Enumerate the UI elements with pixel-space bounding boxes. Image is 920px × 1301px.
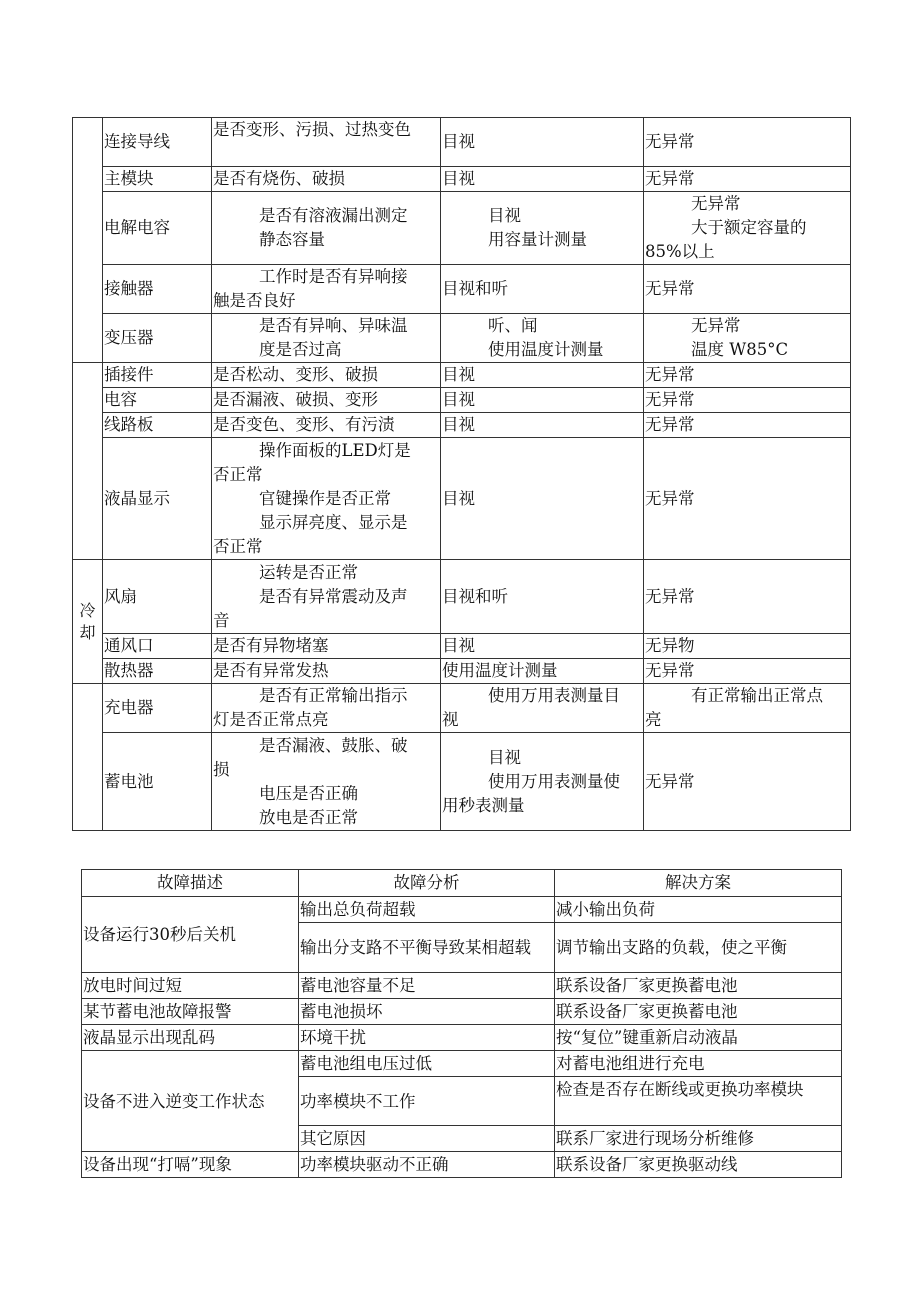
method-cell: 目视	[441, 363, 644, 388]
content-cell: 工作时是否有异响接 触是否良好	[212, 265, 441, 314]
header-fault-description: 故障描述	[82, 870, 299, 897]
content-cell: 是否变形、污损、过热变色	[212, 118, 441, 167]
method-cell: 目视和听	[441, 560, 644, 634]
category-cell	[73, 684, 103, 831]
content-cell: 是否有异物堵塞	[212, 634, 441, 659]
method-cell: 使用万用表测量目 视	[441, 684, 644, 733]
table-row	[73, 265, 851, 314]
content-cell: 是否有正常输出指示 灯是否正常点亮	[212, 684, 441, 733]
solution-cell: 联系设备厂家更换蓄电池	[555, 973, 842, 999]
item-cell: 插接件	[103, 363, 212, 388]
solution-cell: 联系设备厂家更换驱动线	[555, 1152, 842, 1178]
table-row	[73, 413, 851, 438]
standard-cell: 有正常输出正常点 亮	[644, 684, 851, 733]
item-cell: 风扇	[103, 560, 212, 634]
table-row	[73, 388, 851, 413]
item-cell: 通风口	[103, 634, 212, 659]
item-cell: 变压器	[103, 314, 212, 363]
solution-cell: 联系设备厂家更换蓄电池	[555, 999, 842, 1025]
item-cell: 蓄电池	[103, 733, 212, 831]
table-row	[82, 1152, 842, 1178]
fault-analysis-cell: 蓄电池损坏	[299, 999, 555, 1025]
standard-cell: 无异常 温度 W85°C	[644, 314, 851, 363]
table-row	[73, 314, 851, 363]
standard-cell: 无异常	[644, 733, 851, 831]
fault-analysis-cell: 输出总负荷超载	[299, 897, 555, 923]
category-label: 冷却	[79, 600, 96, 642]
fault-description-cell: 放电时间过短	[82, 973, 299, 999]
fault-analysis-cell: 功率模块驱动不正确	[299, 1152, 555, 1178]
content-cell: 操作面板的LED灯是 否正常 官键操作是否正常 显示屏亮度、显示是 否正常	[212, 438, 441, 560]
method-cell: 目视	[441, 388, 644, 413]
item-cell: 电解电容	[103, 192, 212, 265]
item-cell: 充电器	[103, 684, 212, 733]
fault-analysis-cell: 其它原因	[299, 1126, 555, 1152]
item-cell: 线路板	[103, 413, 212, 438]
standard-cell: 无异常	[644, 167, 851, 192]
table-row	[73, 634, 851, 659]
fault-analysis-cell: 蓄电池组电压过低	[299, 1051, 555, 1077]
standard-cell: 无异常	[644, 560, 851, 634]
table-row	[82, 999, 842, 1025]
fault-description-cell: 设备运行30秒后关机	[82, 897, 299, 973]
fault-analysis-cell: 环境干扰	[299, 1025, 555, 1051]
standard-cell: 无异常	[644, 388, 851, 413]
item-cell: 连接导线	[103, 118, 212, 167]
method-cell: 目视 用容量计测量	[441, 192, 644, 265]
standard-cell: 无异常	[644, 438, 851, 560]
inspection-table	[72, 117, 851, 831]
method-cell: 使用温度计测量	[441, 659, 644, 684]
table-row	[73, 659, 851, 684]
method-cell: 目视和听	[441, 265, 644, 314]
standard-cell: 无异常	[644, 659, 851, 684]
item-cell: 电容	[103, 388, 212, 413]
content-cell: 是否漏液、破损、变形	[212, 388, 441, 413]
solution-cell: 联系厂家进行现场分析维修	[555, 1126, 842, 1152]
method-cell: 目视	[441, 118, 644, 167]
fault-description-cell: 某节蓄电池故障报警	[82, 999, 299, 1025]
content-cell: 是否松动、变形、破损	[212, 363, 441, 388]
table-row	[82, 897, 842, 923]
table-row	[73, 684, 851, 733]
content-cell: 是否有溶液漏出测定 静态容量	[212, 192, 441, 265]
item-cell: 液晶显示	[103, 438, 212, 560]
solution-cell: 检查是否存在断线或更换功率模块	[555, 1077, 842, 1126]
solution-cell: 减小输出负荷	[555, 897, 842, 923]
method-cell: 目视	[441, 167, 644, 192]
standard-cell: 无异常	[644, 363, 851, 388]
table-row	[73, 733, 851, 831]
table-row	[73, 560, 851, 634]
fault-description-cell: 设备出现“打嗝”现象	[82, 1152, 299, 1178]
table-row	[82, 1051, 842, 1077]
fault-analysis-cell: 输出分支路不平衡导致某相超载	[299, 923, 555, 973]
method-cell: 目视	[441, 438, 644, 560]
content-cell: 运转是否正常 是否有异常震动及声 音	[212, 560, 441, 634]
solution-cell: 按“复位”键重新启动液晶	[555, 1025, 842, 1051]
item-cell: 主模块	[103, 167, 212, 192]
header-solution: 解决方案	[555, 870, 842, 897]
method-cell: 目视 使用万用表测量使 用秒表测量	[441, 733, 644, 831]
solution-cell: 对蓄电池组进行充电	[555, 1051, 842, 1077]
fault-table	[81, 869, 842, 1178]
category-cell	[73, 118, 103, 363]
method-cell: 目视	[441, 413, 644, 438]
category-cell	[73, 363, 103, 560]
table-row	[82, 1025, 842, 1051]
header-fault-analysis: 故障分析	[299, 870, 555, 897]
content-cell: 是否变色、变形、有污渍	[212, 413, 441, 438]
content-cell: 是否漏液、鼓胀、破 损 电压是否正确 放电是否正常	[212, 733, 441, 831]
content-cell: 是否有异常发热	[212, 659, 441, 684]
standard-cell: 无异常 大于额定容量的 85%以上	[644, 192, 851, 265]
fault-analysis-cell: 功率模块不工作	[299, 1077, 555, 1126]
standard-cell: 无异常	[644, 118, 851, 167]
table-row	[73, 363, 851, 388]
fault-description-cell: 设备不进入逆变工作状态	[82, 1051, 299, 1152]
fault-analysis-cell: 蓄电池容量不足	[299, 973, 555, 999]
item-cell: 散热器	[103, 659, 212, 684]
table-row	[73, 192, 851, 265]
content-cell: 是否有异响、异味温 度是否过高	[212, 314, 441, 363]
item-cell: 接触器	[103, 265, 212, 314]
table-row	[82, 973, 842, 999]
standard-cell: 无异常	[644, 413, 851, 438]
category-cell-cooling	[73, 560, 103, 684]
fault-table-header	[82, 870, 842, 897]
method-cell: 听、闻 使用温度计测量	[441, 314, 644, 363]
standard-cell: 无异常	[644, 265, 851, 314]
solution-cell: 调节输出支路的负载，使之平衡	[555, 923, 842, 973]
standard-cell: 无异物	[644, 634, 851, 659]
method-cell: 目视	[441, 634, 644, 659]
fault-description-cell: 液晶显示出现乱码	[82, 1025, 299, 1051]
table-row	[73, 438, 851, 560]
table-row	[73, 118, 851, 167]
content-cell: 是否有烧伤、破损	[212, 167, 441, 192]
table-row	[73, 167, 851, 192]
